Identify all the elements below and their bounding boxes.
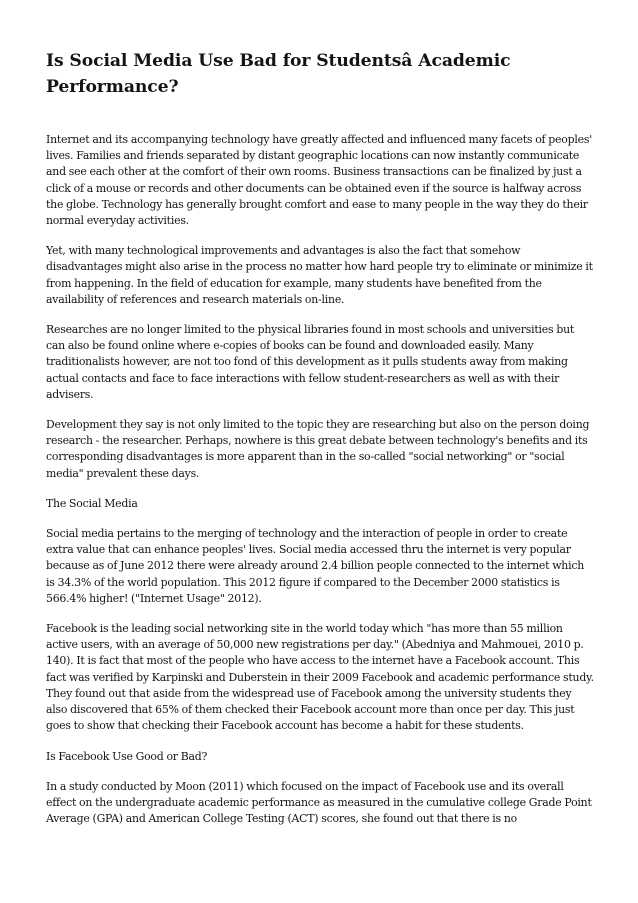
document-page (46, 48, 594, 841)
paragraph-moon-study: In a study conducted by Moon (2011) which focused on the impact of Facebook use and its overall effect on the undergraduate academic performance as measured in the cumulative college Grade Point Average (GPA) and American College Testing (ACT) scores, she found out that there is no (46, 779, 592, 826)
paragraph-development-debate: Development they say is not only limited to the topic they are researching but also on the person doing research - the researcher. Perhaps, nowhere is this great debate between technology's benefits and its corresponding disadvantages is more apparent than in the so-called "social networking" or "social media" prevalent these days. (46, 418, 590, 480)
section-heading-facebook-good-or-bad: Is Facebook Use Good or Bad? (46, 749, 208, 763)
paragraph-social-media-definition: Social media pertains to the merging of technology and the interaction of people in order to create extra value that can enhance peoples' lives. Social media accessed thru the internet is very popular because as of June 2012 there were already around 2.4 billion people connected to the internet which is 34.3% of the world population. This 2012 figure if compared to the December 2000 statistics is 566.4% higher! ("Internet Usage" 2012). (46, 527, 585, 605)
paragraph-internet-technology: Internet and its accompanying technology have greatly affected and influenced many facets of peoples' lives. Families and friends separated by distant geographic locations can now instantly communicate and see each other at the comfort of their own rooms. Business transactions can be finalized by just a click of a mouse or records and other documents can be obtained even if the source is halfway across the globe. Technology has generally brought comfort and ease to many people in the way they do their normal everyday activities. (46, 133, 593, 228)
paragraph-online-research: Researches are no longer limited to the physical libraries found in most schools and universities but can also be found online where e-copies of books can be found and downloaded easily. Many traditionalists however, are not too fond of this development as it pulls students away from making actual contacts and face to face interactions with fellow student-researchers as well as with their advisers. (46, 323, 575, 401)
section-heading-social-media: The Social Media (46, 496, 138, 510)
paragraph-disadvantages: Yet, with many technological improvements and advantages is also the fact that somehow disadvantages might also arise in the process no matter how hard people try to eliminate or minimize it from happening. In the field of education for example, many students have benefited from the availability of references and research materials on-line. (46, 244, 593, 306)
paragraph-facebook-usage: Facebook is the leading social networking site in the world today which "has more than 55 million active users, with an average of 50,000 new registrations per day." (Abedniya and Mahmouei, 2010 p. 140). It is fact that most of the people who have access to the internet have a Facebook account. This fact was verified by Karpinski and Duberstein in their 2009 Facebook and academic performance study. They found out that aside from the widespread use of Facebook among the university students they also discovered that 65% of them checked their Facebook account more than once per day. This just goes to show that checking their Facebook account has become a habit for these students. (46, 622, 594, 733)
document-title: Is Social Media Use Bad for Studentsâ Academic Performance? (46, 51, 511, 97)
